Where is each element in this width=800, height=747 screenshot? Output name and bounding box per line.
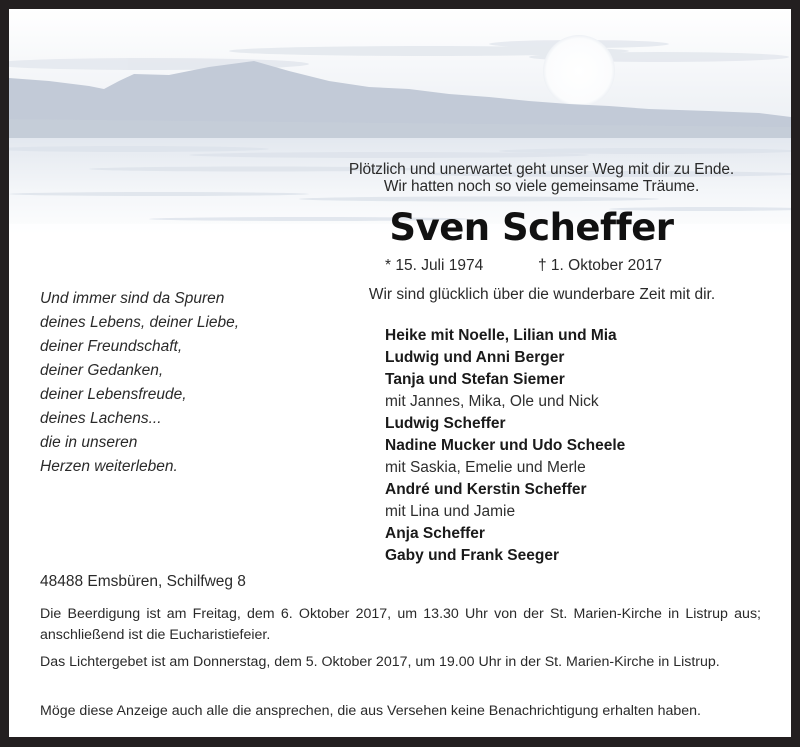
motto-line-2: Wir hatten noch so viele gemeinsame Träume.: [383, 178, 700, 195]
funeral-notice: Die Beerdigung ist am Freitag, dem 6. Oktober 2017, um 13.30 Uhr von der St. Marien-Kirche in Listrup aus; anschließend ist die Eucharistiefeier.: [40, 606, 761, 643]
closing-notice: Möge diese Anzeige auch alle die ansprechen, die aus Versehen keine Benachrichtigung erhalten haben.: [40, 703, 701, 719]
poem-line: deiner Freundschaft,: [40, 338, 183, 355]
mourner-children: mit Saskia, Emelie und Merle: [385, 459, 586, 476]
prayer-notice: Das Lichtergebet ist am Donnerstag, dem 5. Oktober 2017, um 19.00 Uhr in der St. Marien-Kirche in Listrup.: [40, 654, 720, 670]
death-date: † 1. Oktober 2017: [538, 257, 663, 274]
obituary-card: [9, 9, 791, 737]
poem-line: Herzen weiterleben.: [40, 458, 178, 475]
poem-line: Und immer sind da Spuren: [40, 290, 225, 307]
mourner-entry: Anja Scheffer: [385, 525, 485, 542]
mourner-entry: Tanja und Stefan Siemer: [385, 371, 565, 388]
address: 48488 Emsbüren, Schilfweg 8: [40, 573, 246, 590]
mourner-entry: André und Kerstin Scheffer: [385, 481, 587, 498]
poem-line: die in unseren: [40, 434, 138, 451]
birth-date: * 15. Juli 1974: [385, 257, 484, 274]
thanks-line: Wir sind glücklich über die wunderbare Zeit mit dir.: [368, 286, 716, 303]
motto-line-1: Plötzlich und unerwartet geht unser Weg mit dir zu Ende.: [348, 161, 735, 178]
mourner-entry: Ludwig Scheffer: [385, 415, 506, 432]
poem-line: deiner Lebensfreude,: [40, 386, 187, 403]
mourners-list: [385, 325, 625, 567]
mourner-entry: Ludwig und Anni Berger: [385, 349, 565, 366]
mourner-children: mit Jannes, Mika, Ole und Nick: [385, 393, 599, 410]
poem: [40, 287, 239, 479]
mourner-entry: Nadine Mucker und Udo Scheele: [385, 437, 626, 454]
poem-line: deines Lachens...: [40, 410, 162, 427]
mourner-children: mit Lina und Jamie: [385, 503, 516, 520]
poem-line: deines Lebens, deiner Liebe,: [40, 314, 240, 331]
mourner-entry: Gaby und Frank Seeger: [385, 547, 559, 564]
poem-line: deiner Gedanken,: [40, 362, 164, 379]
mourner-entry: Heike mit Noelle, Lilian und Mia: [385, 327, 617, 344]
deceased-name: Sven Scheffer: [389, 206, 674, 249]
